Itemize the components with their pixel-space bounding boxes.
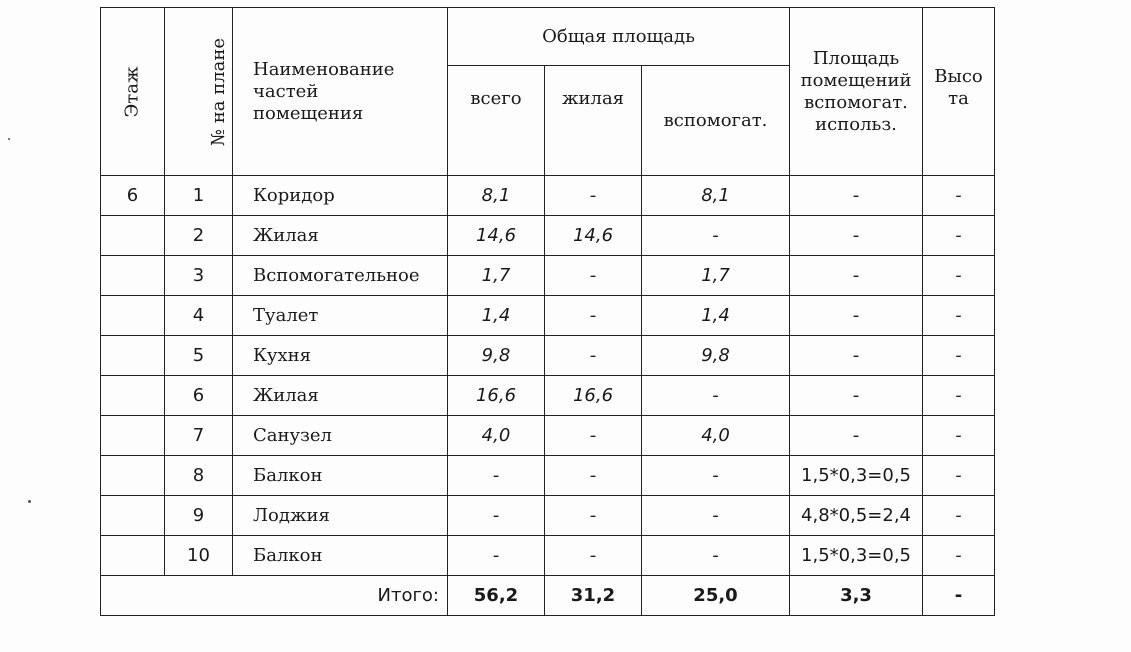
row-aux-use: - — [790, 296, 923, 336]
row-name: Вспомогательное — [233, 256, 448, 296]
row-aux-use: 1,5*0,3=0,5 — [790, 456, 923, 496]
totals-height: - — [923, 576, 995, 616]
totals-living: 31,2 — [545, 576, 642, 616]
row-floor — [101, 416, 165, 456]
header-aux-use-line: Площадь — [812, 47, 900, 69]
row-aux: - — [642, 536, 790, 576]
row-living: - — [545, 536, 642, 576]
row-height: - — [923, 216, 995, 256]
row-floor — [101, 456, 165, 496]
header-plan-no — [165, 8, 233, 176]
row-name: Балкон — [233, 456, 448, 496]
row-floor — [101, 336, 165, 376]
row-name: Туалет — [233, 296, 448, 336]
scan-speck — [28, 500, 31, 503]
row-all: - — [448, 496, 545, 536]
header-height — [923, 8, 995, 176]
row-living: - — [545, 496, 642, 536]
row-living: - — [545, 176, 642, 216]
row-no: 4 — [165, 296, 233, 336]
row-living: - — [545, 336, 642, 376]
table-row — [101, 496, 995, 536]
header-row-1 — [101, 8, 995, 66]
row-living: - — [545, 256, 642, 296]
row-name: Балкон — [233, 536, 448, 576]
header-height-line: Высо — [934, 66, 983, 87]
header-aux-use — [790, 8, 923, 176]
row-height: - — [923, 296, 995, 336]
row-aux: - — [642, 456, 790, 496]
header-name-line: помещения — [253, 102, 364, 124]
row-all: 16,6 — [448, 376, 545, 416]
row-aux-use: - — [790, 336, 923, 376]
table-row — [101, 456, 995, 496]
table-row — [101, 336, 995, 376]
header-name — [233, 8, 448, 176]
header-floor — [101, 8, 165, 176]
row-floor: 6 — [101, 176, 165, 216]
scan-speck — [8, 138, 10, 140]
row-all: 8,1 — [448, 176, 545, 216]
row-all: - — [448, 536, 545, 576]
row-no: 6 — [165, 376, 233, 416]
row-living: - — [545, 416, 642, 456]
header-living: жилая — [545, 66, 642, 176]
row-living: 16,6 — [545, 376, 642, 416]
header-all: всего — [448, 66, 545, 176]
row-no: 1 — [165, 176, 233, 216]
row-aux-use: - — [790, 416, 923, 456]
row-name: Жилая — [233, 376, 448, 416]
row-no: 3 — [165, 256, 233, 296]
row-all: 4,0 — [448, 416, 545, 456]
row-aux: - — [642, 216, 790, 256]
totals-row — [101, 576, 995, 616]
table-row — [101, 216, 995, 256]
row-aux-use: - — [790, 256, 923, 296]
totals-aux: 25,0 — [642, 576, 790, 616]
row-no: 8 — [165, 456, 233, 496]
row-name: Кухня — [233, 336, 448, 376]
totals-label: Итого: — [101, 576, 448, 616]
row-floor — [101, 256, 165, 296]
row-aux-use: 1,5*0,3=0,5 — [790, 536, 923, 576]
row-all: 14,6 — [448, 216, 545, 256]
header-height-line: та — [948, 88, 969, 109]
row-aux-use: - — [790, 176, 923, 216]
table-row — [101, 256, 995, 296]
row-height: - — [923, 376, 995, 416]
row-no: 2 — [165, 216, 233, 256]
totals-aux-use: 3,3 — [790, 576, 923, 616]
explication-table — [100, 7, 995, 616]
header-floor-label: Этаж — [121, 65, 143, 118]
row-all: 9,8 — [448, 336, 545, 376]
row-name: Жилая — [233, 216, 448, 256]
row-name: Коридор — [233, 176, 448, 216]
row-all: 1,7 — [448, 256, 545, 296]
row-height: - — [923, 256, 995, 296]
row-no: 7 — [165, 416, 233, 456]
row-aux: 8,1 — [642, 176, 790, 216]
row-living: - — [545, 456, 642, 496]
row-aux-use: 4,8*0,5=2,4 — [790, 496, 923, 536]
row-aux-use: - — [790, 376, 923, 416]
row-height: - — [923, 496, 995, 536]
row-name: Санузел — [233, 416, 448, 456]
row-no: 10 — [165, 536, 233, 576]
row-height: - — [923, 416, 995, 456]
row-floor — [101, 496, 165, 536]
row-aux: 1,7 — [642, 256, 790, 296]
row-aux-use: - — [790, 216, 923, 256]
row-floor — [101, 216, 165, 256]
totals-all: 56,2 — [448, 576, 545, 616]
row-height: - — [923, 176, 995, 216]
row-no: 5 — [165, 336, 233, 376]
header-name-line: Наименование — [253, 58, 395, 80]
row-all: - — [448, 456, 545, 496]
header-aux-use-line: использ. — [815, 113, 897, 135]
header-total-area: Общая площадь — [448, 8, 790, 66]
row-name: Лоджия — [233, 496, 448, 536]
table-row — [101, 376, 995, 416]
row-living: 14,6 — [545, 216, 642, 256]
table-row — [101, 176, 995, 216]
table-row — [101, 536, 995, 576]
row-aux: - — [642, 376, 790, 416]
row-no: 9 — [165, 496, 233, 536]
row-floor — [101, 296, 165, 336]
row-height: - — [923, 456, 995, 496]
header-aux-use-line: вспомогат. — [804, 91, 908, 113]
row-floor — [101, 536, 165, 576]
row-height: - — [923, 336, 995, 376]
row-aux: 1,4 — [642, 296, 790, 336]
table-row — [101, 416, 995, 456]
header-aux-use-line: помещений — [800, 69, 912, 91]
row-floor — [101, 376, 165, 416]
row-aux: 9,8 — [642, 336, 790, 376]
table-row — [101, 296, 995, 336]
row-aux: 4,0 — [642, 416, 790, 456]
row-height: - — [923, 536, 995, 576]
row-living: - — [545, 296, 642, 336]
header-aux: вспомогат. — [642, 66, 790, 176]
row-aux: - — [642, 496, 790, 536]
header-plan-no-label: № на плане — [208, 37, 230, 146]
row-all: 1,4 — [448, 296, 545, 336]
header-name-line: частей — [253, 80, 319, 102]
